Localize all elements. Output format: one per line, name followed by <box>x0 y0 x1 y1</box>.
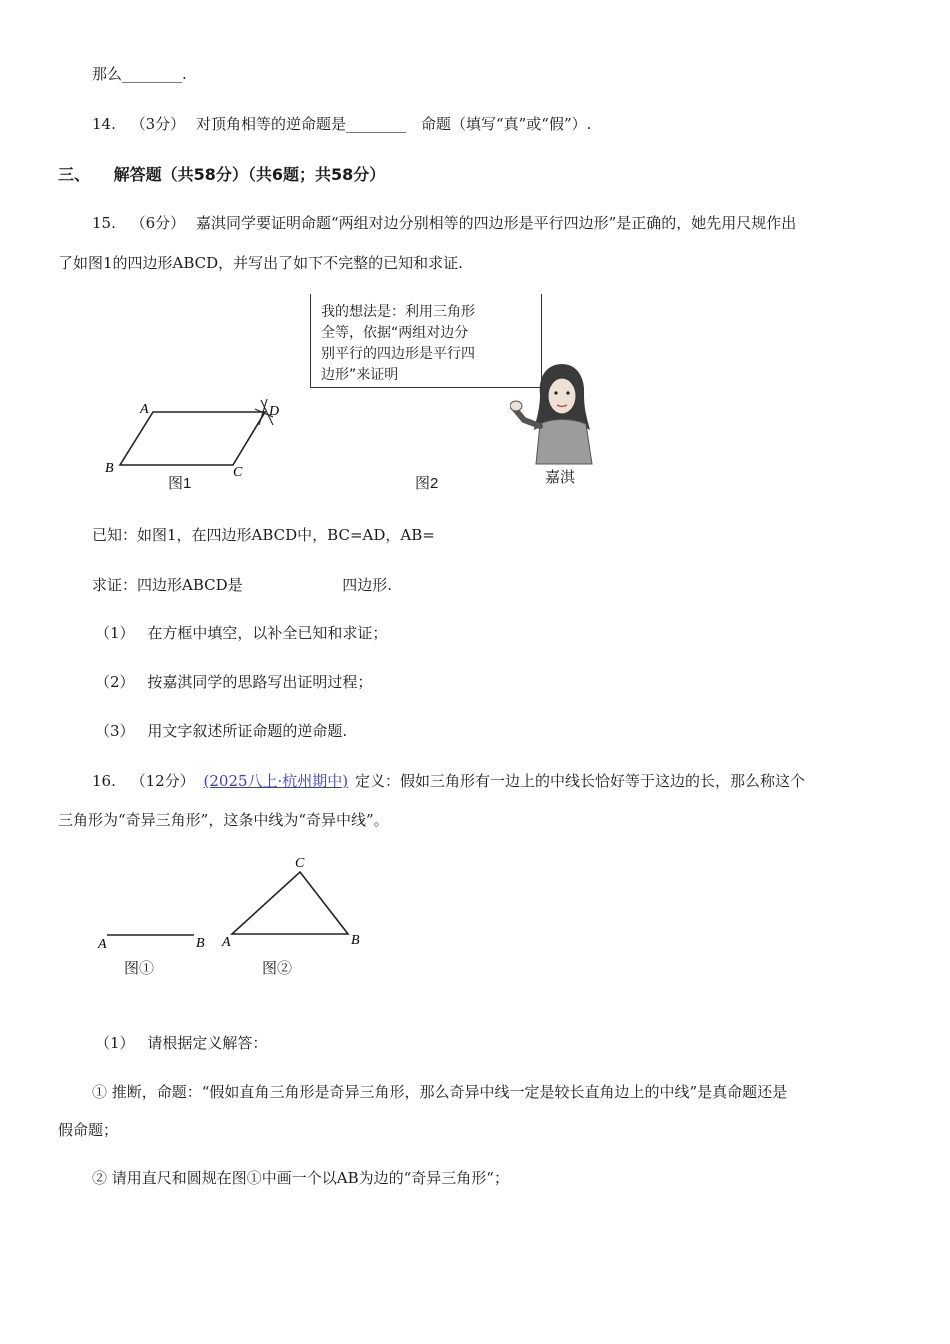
girl-caption: 嘉淇 <box>545 469 576 486</box>
sub-number: （3） <box>95 722 135 740</box>
point-c-label: C <box>233 465 243 480</box>
sub-number: （2） <box>95 673 135 691</box>
section-number: 三、 <box>58 165 91 184</box>
q13-tail: 那么________. <box>92 65 187 83</box>
point-b-label: B <box>196 936 205 951</box>
section-heading <box>58 162 385 185</box>
question-score: （12分） <box>130 772 195 790</box>
question-15-line1 <box>92 213 796 233</box>
sub-text: 用文字叙述所证命题的逆命题. <box>147 722 348 740</box>
point-d-label: D <box>269 404 280 419</box>
figure-circle1-caption: 图① <box>124 960 155 977</box>
figure-segment-ab <box>90 915 220 955</box>
question-text: 对顶角相等的逆命题是________ 命题（填写“真”或“假”）. <box>195 115 592 133</box>
figure-1-parallelogram <box>95 395 295 495</box>
speech-line: 我的想法是：利用三角形 <box>321 304 475 320</box>
q15-sub-3 <box>95 721 347 741</box>
girl-illustration-icon <box>510 360 610 465</box>
speech-line: 别平行的四边形是平行四 <box>321 346 475 362</box>
figure-triangle-abc <box>220 850 370 950</box>
question-text: 定义：假如三角形有一边上的中线长恰好等于这边的长，那么称这个 <box>354 772 805 790</box>
question-number: 15. <box>92 214 116 232</box>
prove-statement <box>92 575 392 595</box>
sub-text: 按嘉淇同学的思路写出证明过程； <box>147 673 373 691</box>
source-link[interactable]: (2025八上·杭州期中) <box>203 772 349 790</box>
question-number: 16. <box>92 772 116 790</box>
q16-item-1-line2: 假命题； <box>58 1121 119 1139</box>
q16-item-1-line1: ① 推断，命题：“假如直角三角形是奇异三角形，那么奇异中线一定是较长直角边上的中线”是真命题还是 <box>92 1083 788 1101</box>
triangle-shape <box>232 872 348 934</box>
q15-sub-1 <box>95 623 387 643</box>
question-14 <box>92 114 591 134</box>
question-16-line2: 三角形为“奇异三角形”，这条中线为“奇异中线”。 <box>58 811 389 829</box>
point-b-label: B <box>105 461 114 476</box>
point-a-label: A <box>140 402 149 417</box>
q16-sub-1 <box>95 1033 267 1053</box>
q16-item-2: ② 请用直尺和圆规在图①中画一个以AB为边的“奇异三角形“； <box>92 1169 509 1187</box>
sub-text: 在方框中填空，以补全已知和求证； <box>147 624 388 642</box>
figure-2-caption: 图2 <box>415 475 439 492</box>
sub-number: （1） <box>95 1034 135 1052</box>
parallelogram-shape <box>120 412 265 465</box>
prove-text-a: 求证：四边形ABCD是 <box>92 576 243 594</box>
question-score: （3分） <box>130 115 186 133</box>
sub-text: 请根据定义解答： <box>147 1034 268 1052</box>
question-text: 嘉淇同学要证明命题“两组对边分别相等的四边形是平行四边形”是正确的，她先用尺规作出 <box>195 214 797 232</box>
speech-line: 全等，依据“两组对边分 <box>321 325 469 341</box>
q15-sub-2 <box>95 672 372 692</box>
figure-circle2-caption: 图② <box>262 960 293 977</box>
speech-line: 边形”来证明 <box>321 367 399 383</box>
figure-2-speech-box <box>310 294 542 388</box>
question-16-line1 <box>92 771 805 791</box>
known-statement: 已知：如图1，在四边形ABCD中，BC=AD，AB= <box>92 526 435 544</box>
point-c-label: C <box>295 856 305 871</box>
question-score: （6分） <box>130 214 186 232</box>
point-a-label: A <box>222 935 231 950</box>
section-title: 解答题（共58分）（共6题；共58分） <box>113 165 386 184</box>
point-b-label: B <box>351 933 360 948</box>
prove-text-b: 四边形. <box>342 576 392 594</box>
question-number: 14. <box>92 115 116 133</box>
point-a-label: A <box>98 937 107 952</box>
question-15-line2: 了如图1的四边形ABCD，并写出了如下不完整的已知和求证. <box>58 254 463 272</box>
sub-number: （1） <box>95 624 135 642</box>
figure-1-caption: 图1 <box>168 475 192 492</box>
